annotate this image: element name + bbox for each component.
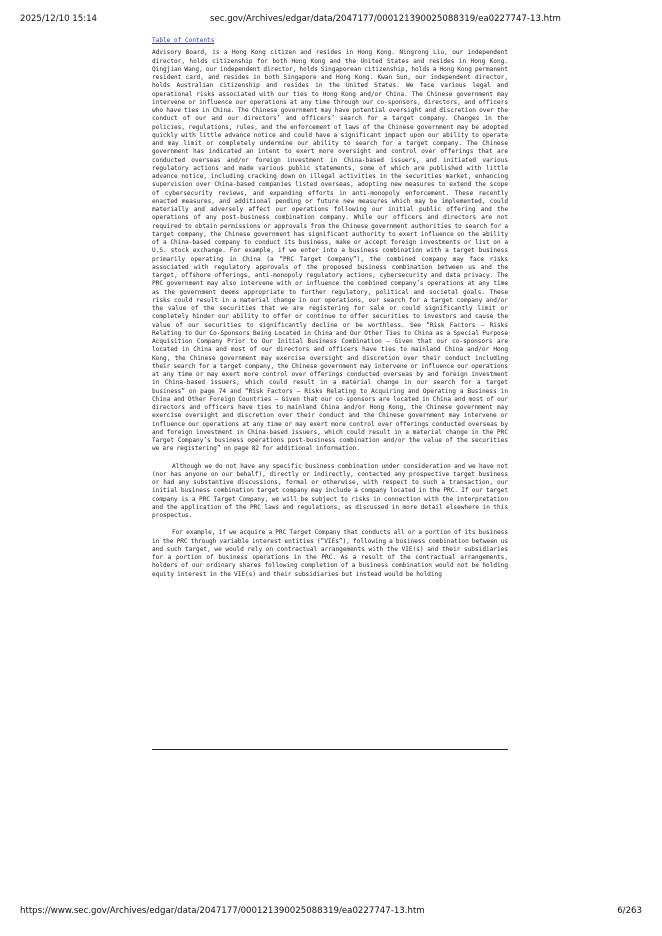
paragraph-vie-example: For example, if we acquire a PRC Target Company that conducts all or a portion of its business in the PRC through variable interest entities (“VIEs”), following a business combination between us and such target, we would rely on contractual arrangements with the VIE(s) and their subsidiaries for a portion of business operations in the PRC. As a result of the contractual arrangements, holders of our ordinary shares following completion of a business combination would not be holding equity interest in the VIE(s) and their subsidiaries but instead would be holding xyxy=(152,529,508,578)
print-page-title: sec.gov/Archives/edgar/data/2047177/000121390025088319/ea0227747-13.htm xyxy=(210,14,561,24)
print-page-number: 6/263 xyxy=(617,906,642,916)
print-header xyxy=(0,14,662,28)
print-footer xyxy=(0,906,662,920)
page-divider xyxy=(152,749,508,750)
document-body xyxy=(152,37,508,588)
paragraph-business-combination: Although we do not have any specific business combination under consideration and we have not (nor has anyone on our behalf), directly or indirectly, contacted any prospective target business or had any substantive discussions, formal or otherwise, with respect to such a transaction, our initial business combination target company may include a company located in the PRC. If our target company is a PRC Target Company, we will be subject to risks in connection with the interpretation and the application of the PRC laws and regulations, as discussed in more detail elsewhere in this prospectus. xyxy=(152,462,508,519)
paragraph-advisory-board: Advisory Board, is a Hong Kong citizen and resides in Hong Kong. Ningrong Liu, our independent director, holds citizenship for both Hong Kong and the United States and resides in Hong Kong. Qingjian Wang, our independent director, holds Singaporean citizenship, holds a Hong Kong permanent resident card, and resides in both Singapore and Hong Kong. Kwan Sun, our independent director, holds Australian citizenship and resides in the United States. We face various legal and operational risks associated with our ties to Hong Kong and/or China. The Chinese government may intervene or influence our operations at any time through our co-sponsors, directors, and officers who have ties in China. The Chinese government may have potential oversight and discretion over the conduct of our and our directors’ and officers’ search for a target company. Changes in the policies, regulations, rules, and the enforcement of laws of the Chinese government may be adopted quickly with little advance notice and could have a significant impact upon our ability to operate and may limit or completely undermine our ability to search for a target company. The Chinese government has indicated an intent to exert more oversight and control over offerings that are conducted overseas and/or foreign investment in China-based issuers, and initiated various regulatory actions and made various public statements, some of which are published with little advance notice, including cracking down on illegal activities in the securities market, enhancing supervision over China-based companies listed overseas, adopting new measures to extend the scope of cybersecurity reviews, and expanding efforts in anti-monopoly enforcement. These recently enacted measures, and additional pending or future new measures which may be implemented, could materially and adversely affect our operations following our initial public offering and the operations of any post-business combination company. While our officers and directors are not required to obtain permissions or approvals from the Chinese government authorities to search for a target company, the Chinese government has significant authority to exert influence on the ability of a China-based company to conduct its business, make or accept foreign investments or list on a U.S. stock exchange. For example, if we enter into a business combination with a target business primarily operating in China (a “PRC Target Company”), the combined company may face risks associated with regulatory approvals of the proposed business combination between us and the target, offshore offerings, anti-monopoly regulatory actions, cybersecurity and data privacy. The PRC government may also intervene with or influence the combined company’s operations at any time as the government deems appropriate to further regulatory, political and societal goals. These risks could result in a material change in our operations, our search for a target company and/or the value of the securities that we are registering for sale or could significantly limit or completely hinder our ability to offer or continue to offer securities to investors and cause the value of our securities to significantly decline or be worthless. See “Risk Factors — Risks Relating to Our Co-Sponsors Being Located in China and Our Other Ties to China as a Special Purpose Acquisition Company Prior to Our Initial Business Combination — Given that our co-sponsors are located in China and most of our directors and officers have ties to mainland China and/or Hong Kong, the Chinese government may exercise oversight and discretion over their conduct including their search for a target company, the Chinese government may intervene or influence our operations at any time or may exert more control over offerings conducted overseas by and foreign investment in China-based issuers, which could result in a material change in our search for a target business” on page 74 and “Risk Factors — Risks Relating to Acquiring and Operating a Business in China and Other Foreign Countries — Given that our co-sponsors are located in China and most of our directors and officers have ties to mainland China and/or Hong Kong, the Chinese government may exercise oversight and discretion over their conduct and the Chinese government may intervene or influence our operations at any time or may exert more control over offerings conducted overseas by and foreign investment in China-based issuers, which could result in a material change in the PRC Target Company’s business operations post-business combination and/or the value of the securities we are registering” on page 82 for additional information. xyxy=(152,49,509,453)
print-url: https://www.sec.gov/Archives/edgar/data/2047177/000121390025088319/ea0227747-13.htm xyxy=(20,906,425,916)
print-timestamp: 2025/12/10 15:14 xyxy=(20,14,98,24)
table-of-contents-link[interactable]: Table of Contents xyxy=(152,37,215,44)
